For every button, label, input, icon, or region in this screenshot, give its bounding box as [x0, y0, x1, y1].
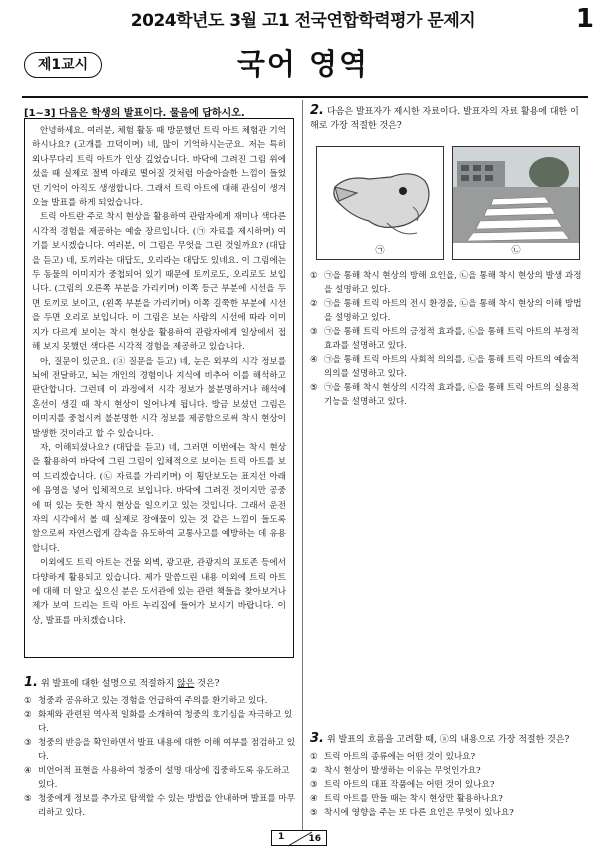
option[interactable]	[310, 806, 586, 820]
option-mark: ③	[310, 327, 318, 337]
option-text: 트릭 아트의 종류에는 어떤 것이 있나요?	[324, 752, 476, 762]
question-1	[24, 676, 296, 820]
rabbit-duck-illustration	[317, 147, 443, 243]
option-mark: ②	[24, 710, 32, 720]
session-badge: 제1교시	[24, 52, 102, 78]
option-text: 청중의 반응을 확인하면서 발표 내용에 대한 이해 여부를 점검하고 있다.	[38, 738, 296, 762]
rabbit-duck-figure	[316, 146, 444, 260]
subject-title: 국어 영역	[236, 47, 370, 81]
exam-title: 2024학년도 3월 고1 전국연합학력평가 문제지	[130, 11, 476, 31]
question-number: 3.	[310, 731, 324, 746]
stem-text: 위 발표의 흐름을 고려할 때, ⓐ의 내용으로 가장 적절한 것은?	[326, 735, 570, 745]
option[interactable]	[310, 381, 586, 409]
option[interactable]	[24, 736, 296, 764]
option[interactable]	[310, 750, 586, 764]
option-text: 착시 현상이 발생하는 이유는 무엇인가요?	[324, 766, 481, 776]
option-mark: ③	[24, 738, 32, 748]
option-mark: ⑤	[24, 794, 32, 804]
option[interactable]	[24, 694, 296, 708]
option[interactable]	[24, 708, 296, 736]
question-2-options	[310, 269, 586, 409]
instruction: [1~3] 다음은 학생의 발표이다. 물음에 답하시오.	[24, 108, 245, 119]
option-text: 트릭 아트의 대표 작품에는 어떤 것이 있나요?	[324, 780, 495, 790]
option-mark: ①	[24, 696, 32, 706]
option[interactable]	[310, 764, 586, 778]
option-text: 착시에 영향을 주는 또 다른 요인은 무엇이 있나요?	[324, 808, 514, 818]
option-mark: ①	[310, 271, 318, 281]
option-text: ㉠을 통해 착시 현상의 시각적 효과를, ㉡을 통해 트릭 아트의 실용적 기능을 설명하고 있다.	[324, 383, 579, 407]
option-mark: ⑤	[310, 808, 318, 818]
option[interactable]	[310, 269, 586, 297]
current-page: 1	[278, 832, 285, 842]
option[interactable]	[310, 792, 586, 806]
option-text: 청중에게 정보를 추가로 탐색할 수 있는 방법을 안내하며 발표를 마무리하고 있다.	[38, 794, 296, 818]
column-divider	[302, 100, 303, 830]
passage-paragraph: 아, 질문이 있군요. (ⓐ 질문을 듣고) 네, 눈은 외부의 시각 정보를 뇌에 전달하고, 뇌는 개인의 경험이나 지식에 비추어 이를 해석하고 판단합니다. 그런데 이 과정에서 시각 정보가 불분명하거나 해석에 혼선이 생길 때 착시 현상이 일어나게 됩니다. 방금 보셨던 그림은 이미지를 중첩시켜 불분명한 시각 정보를 제공함으로써 착시 현상이 발생한 것이라고 할 수 있습니다.	[32, 356, 286, 439]
stem-underlined: 않은	[177, 679, 195, 689]
figure-b-label: ㉡	[511, 246, 521, 256]
option-mark: ③	[310, 780, 318, 790]
page-number: 1	[575, 4, 594, 34]
option-mark: ④	[24, 766, 32, 776]
option-mark: ①	[310, 752, 318, 762]
question-3-options	[310, 750, 586, 820]
option-text: 비언어적 표현을 사용하여 청중이 설명 대상에 집중하도록 유도하고 있다.	[38, 766, 290, 790]
question-number: 1.	[24, 675, 38, 690]
passage-paragraph: 자, 이해되셨나요? (대답을 듣고) 네, 그러면 이번에는 착시 현상을 활용하여 바닥에 그린 그림이 입체적으로 보이는 트릭 아트를 보여 드리겠습니다. (㉡ 자료를 가리키며) 이 횡단보도는 표지선 아래에 음영을 넣어 입체적으로 보입니다. 바닥에 그려진 것이지만 공중에 떠 있는 듯한 착시 현상을 일으키고 있는 것입니다. 그래서 운전자의 시각에서 볼 때 실제로 장애물이 있는 것 같은 느낌이 들도록 함으로써 자연스럽게 감속을 유도하여 교통사고를 예방하는 데 유용합니다.	[32, 442, 286, 554]
crosswalk-illustration	[453, 147, 579, 243]
option[interactable]	[24, 764, 296, 792]
option-text: 청중과 공유하고 있는 경험을 언급하여 주의를 환기하고 있다.	[38, 696, 268, 706]
option-text: 트릭 아트를 만들 때는 착시 현상만 활용하나요?	[324, 794, 503, 804]
option-mark: ④	[310, 794, 318, 804]
question-1-options	[24, 694, 296, 820]
question-3-stem	[310, 732, 586, 747]
stem-text: 다음은 발표자가 제시한 자료이다. 발표자의 자료 활용에 대한 이해로 가장 적절한 것은?	[310, 107, 579, 131]
option-text: ㉠을 통해 트릭 아트의 긍정적 효과를, ㉡을 통해 트릭 아트의 부정적 효과를 설명하고 있다.	[324, 327, 579, 351]
stem-text: 것은?	[194, 679, 220, 689]
header-rule	[22, 96, 588, 98]
passage-paragraph: 트릭 아트란 주로 착시 현상을 활용하여 관람자에게 재미나 색다른 시각적 경험을 제공하는 예술 장르입니다. (㉠ 자료를 제시하며) 여기를 보시겠습니다. 여러분, 이 그림은 무엇을 그린 것일까요? (대답을 듣고) 네, 토끼라는 대답도, 오리라는 대답도 있네요. 이 그림에는 두 동물의 이미지가 중첩되어 있기 때문에 토끼로도, 오리로도 보입니다. (그림의 오른쪽 부분을 가리키며) 이쪽 등근 부분에 시선을 두면 토끼로 보이고, (왼쪽 부분을 가리키며) 이쪽 길쭉한 부분에 시선을 두면 오리로 보입니다. 이 그림은 보는 사람의 시선에 따라 이미지가 다르게 보이는 착시 현상을 활용하여 관람자에게 일상에서 접해 보지 못했던 색다른 시각적 경험을 제공하고 있습니다.	[32, 212, 286, 353]
option-text: 화제와 관련된 역사적 일화를 소개하여 청중의 호기심을 자극하고 있다.	[38, 710, 293, 734]
question-number: 2.	[310, 103, 324, 118]
option[interactable]	[310, 778, 586, 792]
figure-a-label: ㉠	[375, 246, 385, 256]
option-mark: ②	[310, 766, 318, 776]
option-mark: ②	[310, 299, 318, 309]
option-mark: ④	[310, 355, 318, 365]
option-text: ㉠을 통해 착시 현상의 방해 요인을, ㉡을 통해 착시 현상의 발생 과정을 설명하고 있다.	[324, 271, 582, 295]
option[interactable]	[310, 325, 586, 353]
question-3	[310, 732, 586, 820]
question-2-stem	[310, 104, 586, 133]
option-text: ㉠을 통해 트릭 아트의 사회적 의의를, ㉡을 통해 트릭 아트의 예술적 의의를 설명하고 있다.	[324, 355, 579, 379]
passage-paragraph: 이외에도 트릭 아트는 건물 외벽, 광고판, 관광지의 포토존 등에서 다양하게 활용되고 있습니다. 제가 말씀드린 내용 이외에 트릭 아트에 대해 더 알고 싶으신 분은 도서관에 있는 관련 책들을 찾아보거나 제가 보여 드리는 트릭 아트 누리집에 들어가 보시기 바랍니다. 이상, 발표를 마치겠습니다.	[32, 558, 286, 626]
question-1-stem	[24, 676, 296, 691]
option-mark: ⑤	[310, 383, 318, 393]
option[interactable]	[310, 297, 586, 325]
question-2	[310, 104, 586, 133]
figure-pair	[316, 146, 580, 260]
total-pages: 16	[308, 834, 321, 844]
question-2-options-wrap	[310, 266, 586, 409]
page-indicator	[271, 830, 327, 846]
option-text: ㉠을 통해 트릭 아트의 전시 환경을, ㉡을 통해 착시 현상의 이해 방법을 설명하고 있다.	[324, 299, 582, 323]
passage-paragraph: 안녕하세요. 여러분, 체험 활동 때 방문했던 트릭 아트 체험관 기억하시나요? (고개를 끄덕이며) 네, 많이 기억하시는군요. 저는 특히 외나무다리 트릭 아트가 인상 깊었습니다. 바닥에 그려진 그림 위에 섰을 때 실제로 절벽 아래로 떨어질 것처럼 아슬아슬한 느낌이 들었던 기억이 아직도 생생합니다. 그래서 트릭 아트에 대해 관심이 생겨 오늘 발표를 하게 되었습니다.	[32, 126, 286, 209]
option[interactable]	[310, 353, 586, 381]
option[interactable]	[24, 792, 296, 820]
crosswalk-photo	[452, 146, 580, 260]
stem-text: 위 발표에 대한 설명으로 적절하지	[40, 679, 178, 689]
passage-box	[24, 118, 294, 658]
